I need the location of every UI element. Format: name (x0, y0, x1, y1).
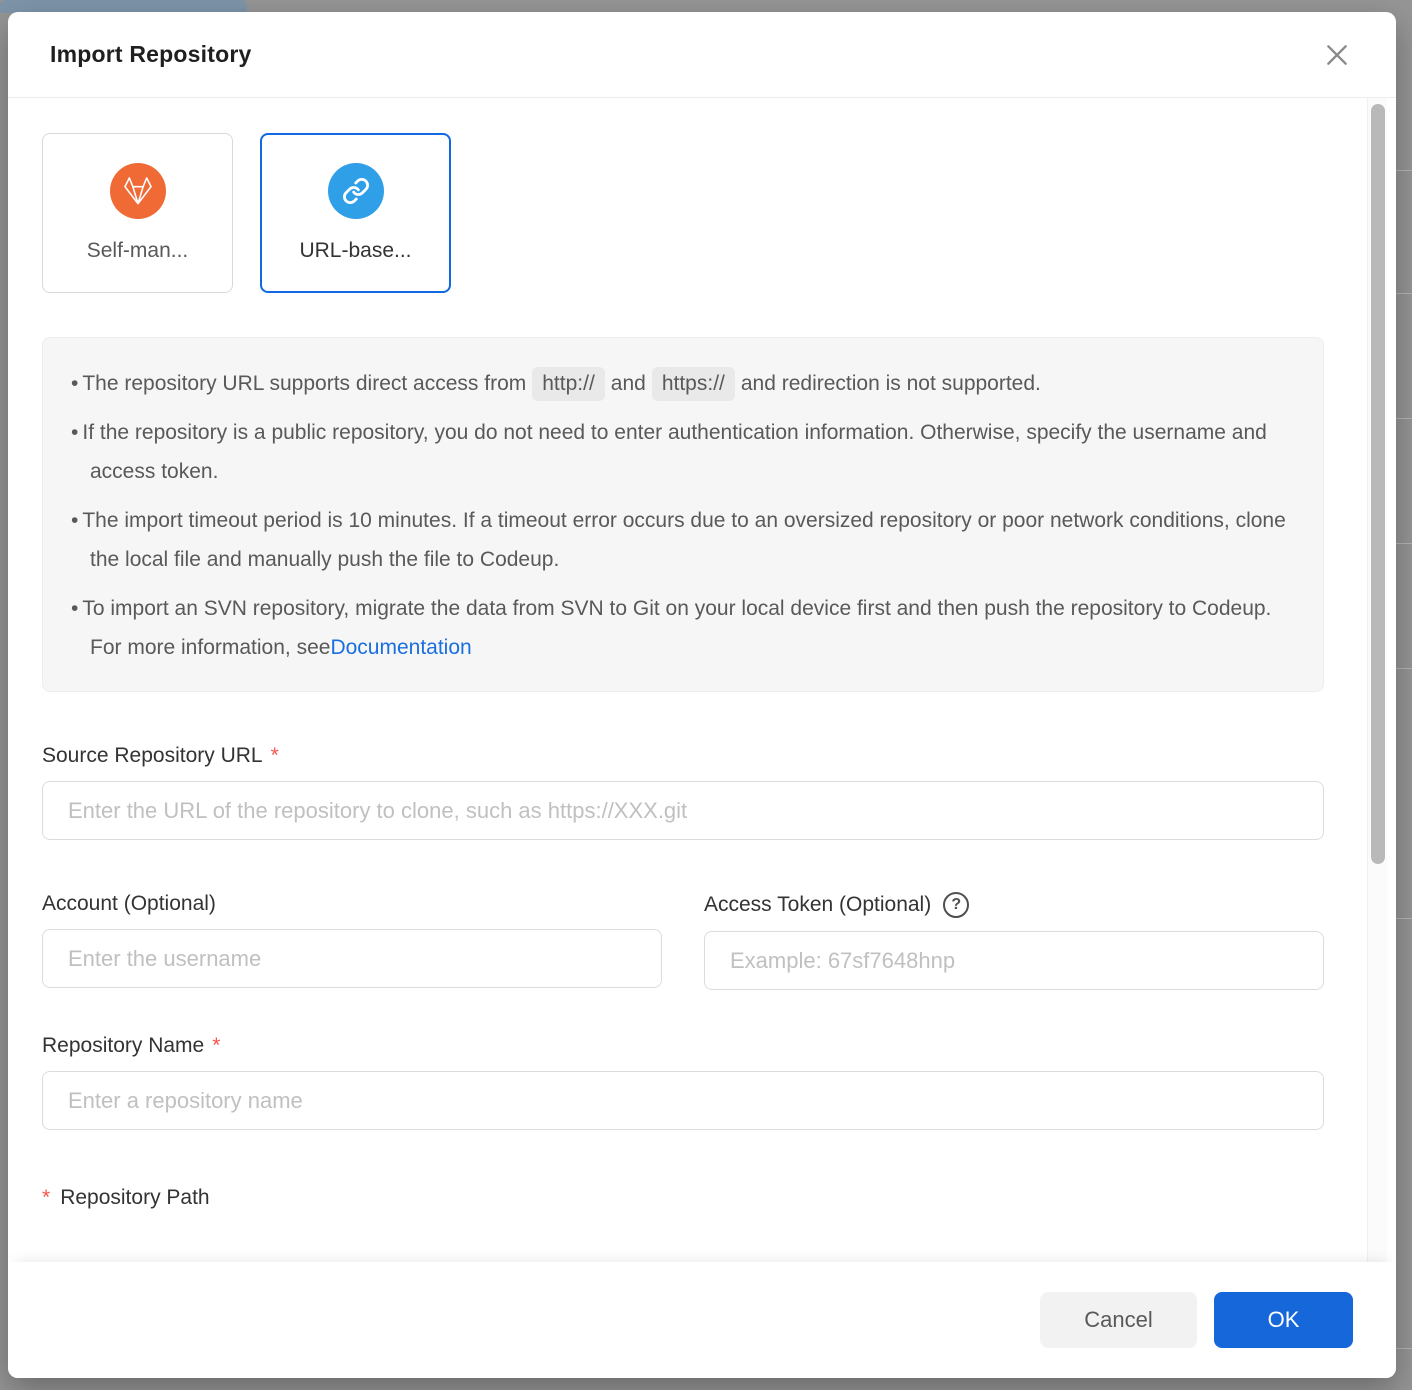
note-item-3 (71, 589, 1293, 667)
required-asterisk: * (212, 1034, 221, 1057)
repo-path-label (42, 1186, 1324, 1210)
dialog-title: Import Repository (50, 41, 252, 67)
dialog-header (8, 12, 1396, 98)
scrollbar-track[interactable] (1367, 98, 1387, 1262)
repo-path-label-text: Repository Path (60, 1186, 210, 1209)
import-source-cards (42, 133, 1324, 293)
source-url-input[interactable] (42, 781, 1324, 840)
background-table-line (1394, 170, 1412, 171)
access-token-label-text: Access Token (Optional) (704, 893, 932, 916)
repo-name-label-text: Repository Name (42, 1034, 205, 1057)
note-text: and (610, 372, 646, 395)
bullet-icon: • (71, 509, 79, 532)
required-asterisk: * (270, 744, 279, 767)
note-text: and redirection is not supported. (740, 372, 1041, 395)
note-text: The repository URL supports direct access from (82, 372, 527, 395)
ok-button[interactable]: OK (1214, 1292, 1353, 1348)
help-icon[interactable]: ? (943, 892, 969, 918)
note-text: The import timeout period is 10 minutes. If a timeout error occurs due to an oversized repository or poor network conditions, clone the local file and manually push the file to Codeup. (82, 509, 1286, 571)
card-label: Self-man... (86, 239, 189, 262)
note-item-2 (71, 501, 1293, 579)
import-repository-dialog (8, 12, 1396, 1378)
bullet-icon: • (71, 421, 79, 444)
note-text: If the repository is a public repository, you do not need to enter authentication information. Otherwise, specify the username and access token. (82, 421, 1267, 483)
gitlab-icon (110, 163, 166, 219)
note-text: To import an SVN repository, migrate the data from SVN to Git on your local device first and then push the repository to Codeup. For more information, see (82, 597, 1272, 659)
inline-code-chip: https:// (652, 367, 735, 401)
close-icon[interactable] (1320, 38, 1354, 72)
dialog-body (8, 98, 1396, 1262)
account-label-text: Account (Optional) (42, 892, 216, 915)
documentation-link[interactable]: Documentation (330, 636, 472, 659)
cancel-button[interactable]: Cancel (1040, 1292, 1197, 1348)
note-item-0 (71, 364, 1293, 403)
repo-name-label (42, 1034, 1324, 1058)
background-table-line (1394, 418, 1412, 419)
access-token-label (704, 892, 1324, 918)
background-table-line (1394, 668, 1412, 669)
bullet-icon: • (71, 597, 79, 620)
import-notes-box (42, 337, 1324, 692)
source-url-label-text: Source Repository URL (42, 744, 263, 767)
link-icon (328, 163, 384, 219)
dialog-footer (8, 1262, 1396, 1378)
repo-name-input[interactable] (42, 1071, 1324, 1130)
inline-code-chip: http:// (532, 367, 605, 401)
background-table-line (1394, 918, 1412, 919)
import-source-card-1[interactable] (260, 133, 451, 293)
scrollbar-thumb[interactable] (1371, 104, 1385, 864)
account-input[interactable] (42, 929, 662, 988)
source-url-label (42, 744, 1324, 768)
bullet-icon: • (71, 372, 79, 395)
account-label (42, 892, 662, 916)
note-item-1 (71, 413, 1293, 491)
access-token-input[interactable] (704, 931, 1324, 990)
background-table-line (1394, 1348, 1412, 1349)
card-label: URL-base... (299, 239, 412, 262)
background-table-line (1394, 543, 1412, 544)
import-source-card-0[interactable] (42, 133, 233, 293)
required-asterisk: * (42, 1186, 51, 1209)
background-table-line (1394, 293, 1412, 294)
